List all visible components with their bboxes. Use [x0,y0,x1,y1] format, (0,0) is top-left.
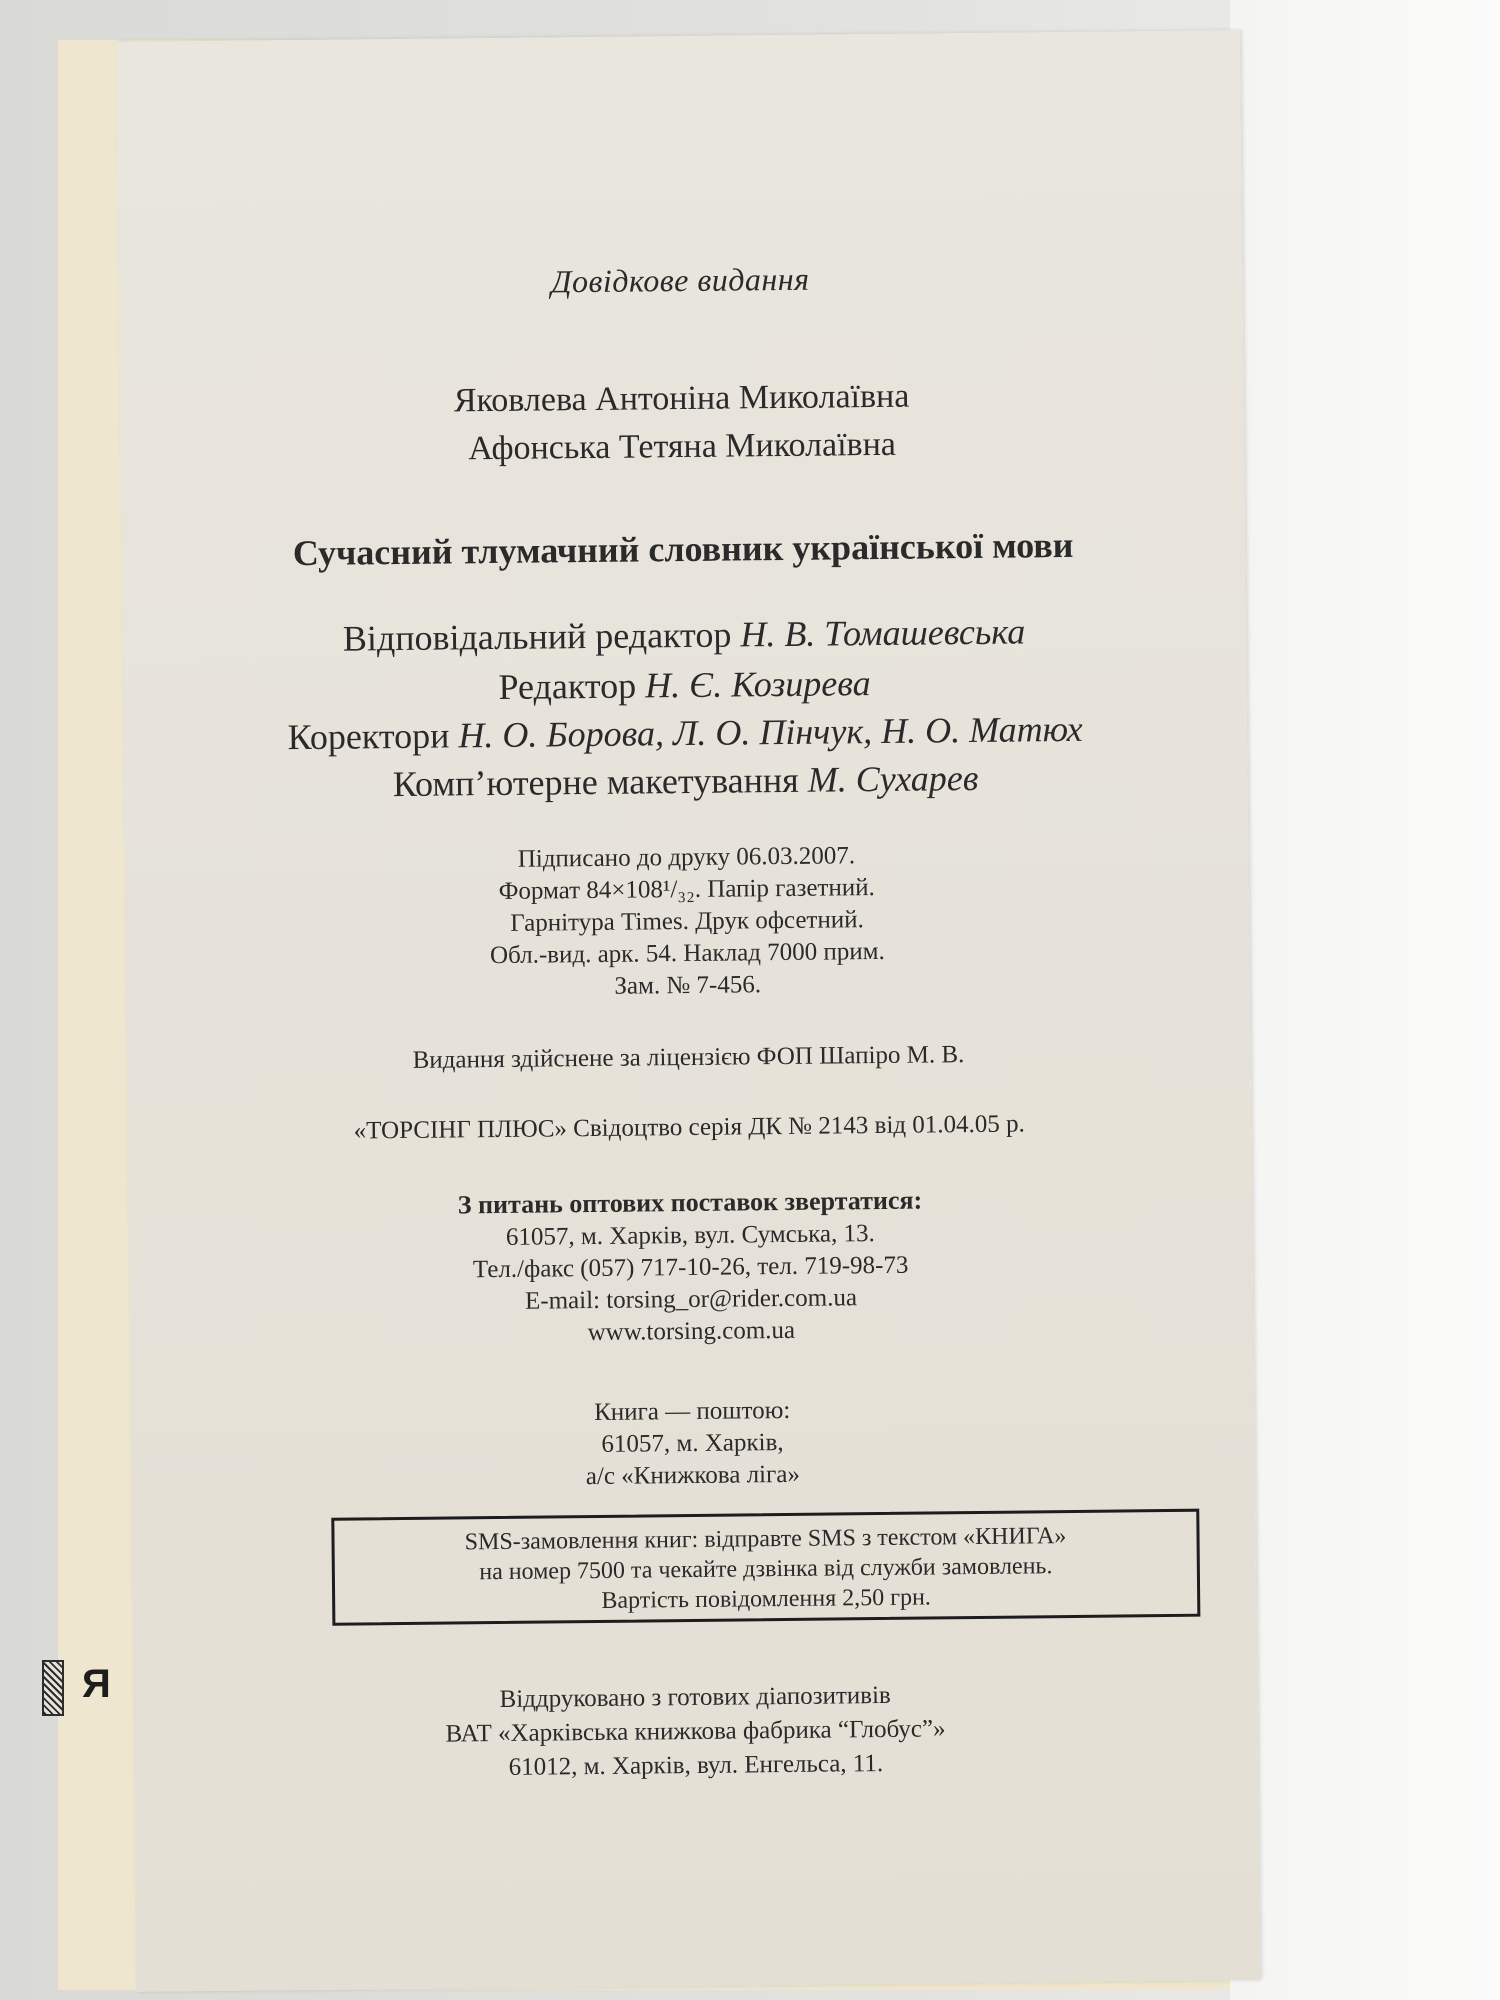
book-title: Сучасний тлумачний словник української мови [292,524,1074,574]
printed-by-line: 61012, м. Харків, вул. Енгельса, 11. [508,1749,884,1781]
credit-role: Редактор [498,665,637,707]
wholesale-line: 61057, м. Харків, вул. Сумська, 13. [505,1220,875,1251]
credit-role: Відповідальний редактор [342,614,732,659]
credit-line [122,608,1246,662]
author-line-1: Яковлева Антоніна Миколаївна [453,377,910,420]
certificate-line: «ТОРСІНГ ПЛЮС» Свідоцтво серія ДК № 2143 від 01.04.05 р. [353,1110,1025,1145]
reference-edition-label: Довідкове видання [550,260,810,300]
printed-by-line: ВАТ «Харківська книжкова фабрика “Глобус”» [445,1715,946,1748]
imprint-page-content [116,30,1260,1992]
sms-order-box [331,1509,1200,1626]
book-page [116,30,1260,1992]
mail-order-line: а/с «Книжкова ліга» [585,1460,801,1491]
thumb-index-letter: Я [82,1662,111,1706]
print-info-line: Обл.-вид. арк. 54. Наклад 7000 прим. [489,937,885,970]
credit-role: Коректори [287,715,450,758]
printed-by-line: Віддруковано з готових діапозитивів [499,1681,891,1714]
credit-line [123,754,1247,808]
license-line: Видання здійснене за ліцензією ФОП Шапіро М. В. [412,1041,965,1074]
wholesale-line: E-mail: torsing_or@rider.com.ua [524,1284,858,1315]
credit-name: Н. В. Томашевська [740,611,1026,655]
sms-line: на номер 7500 та чекайте дзвінка від служби замовлень. [479,1553,1053,1586]
credit-role: Комп’ютерне макетування [392,759,799,805]
credit-line [123,706,1247,760]
wholesale-heading: З питань оптових поставок звертатися: [457,1185,923,1220]
author-line-2: Афонська Тетяна Миколаївна [468,425,897,468]
sms-line: SMS-замовлення книг: відправте SMS з текстом «КНИГА» [464,1523,1067,1556]
print-info-line: Підписано до друку 06.03.2007. [517,842,856,873]
print-info-line: Формат 84×108¹/₃₂. Папір газетний. [498,874,875,905]
wholesale-line: www.torsing.com.ua [587,1316,796,1347]
credit-name: М. Сухарев [807,757,979,800]
book-cover-edge [1230,0,1500,2000]
mail-order-line: Книга — поштою: [593,1396,791,1427]
credit-name: Н. О. Борова, Л. О. Пінчук, Н. О. Матюх [458,708,1083,756]
wholesale-line: Тел./факс (057) 717-10-26, тел. 719-98-73 [472,1251,909,1284]
thumb-index-tab [42,1660,64,1716]
sms-line: Вартість повідомлення 2,50 грн. [601,1584,931,1614]
print-info-line: Гарнітура Times. Друк офсетний. [510,906,864,937]
print-info-line: Зам. № 7-456. [614,971,762,1000]
credit-name: Н. Є. Козирева [644,663,871,706]
mail-order-line: 61057, м. Харків, [601,1429,784,1458]
credit-line [122,658,1246,712]
